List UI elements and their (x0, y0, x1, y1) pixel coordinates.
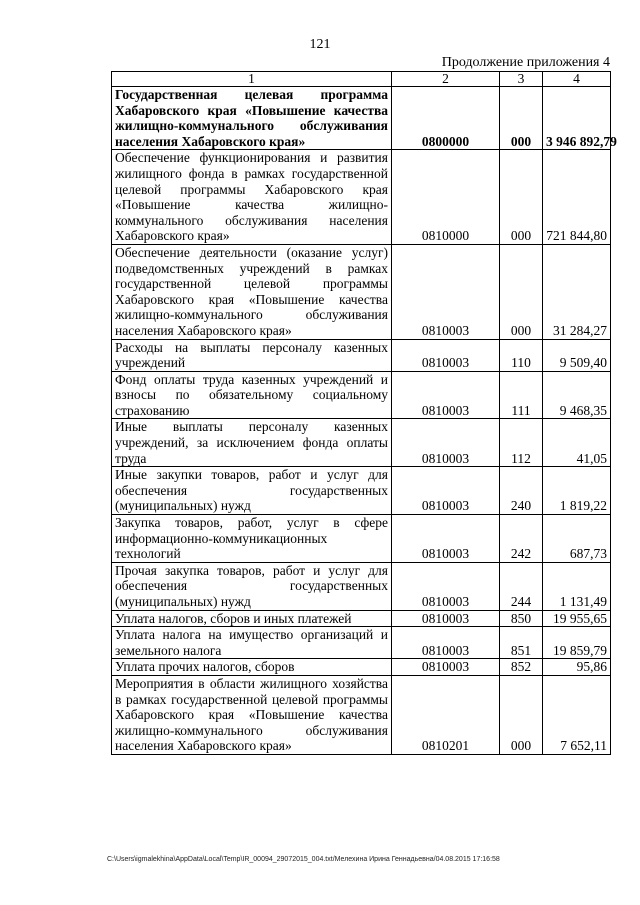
row-expense-type: 111 (500, 371, 543, 419)
row-description: Уплата налога на имущество организаций и земельного налога (112, 627, 392, 659)
table-row (112, 339, 611, 371)
row-description: Мероприятия в области жилищного хозяйства в рамках государственной целевой программы Хабаровского края «Повышение качества жилищно-коммунального обслуживания населения Хабаровского края» (112, 675, 392, 754)
row-expense-type: 851 (500, 627, 543, 659)
row-code: 0810003 (392, 244, 500, 339)
row-code: 0810003 (392, 371, 500, 419)
row-description: Расходы на выплаты персоналу казенных учреждений (112, 339, 392, 371)
table-row (112, 467, 611, 515)
table-row (112, 562, 611, 610)
row-code: 0810003 (392, 659, 500, 676)
column-header-description: 1 (112, 72, 392, 87)
row-code: 0810003 (392, 467, 500, 515)
row-expense-type: 240 (500, 467, 543, 515)
row-description: Фонд оплаты труда казенных учреждений и взносы по обязательному социальному страхованию (112, 371, 392, 419)
row-code: 0810003 (392, 610, 500, 627)
row-amount: 95,86 (543, 659, 611, 676)
row-description: Иные выплаты персоналу казенных учреждений, за исключением фонда оплаты труда (112, 419, 392, 467)
row-code: 0810003 (392, 515, 500, 563)
row-amount: 31 284,27 (543, 244, 611, 339)
row-expense-type: 000 (500, 244, 543, 339)
row-code: 0810003 (392, 419, 500, 467)
row-expense-type: 852 (500, 659, 543, 676)
column-header-amount: 4 (543, 72, 611, 87)
row-description: Иные закупки товаров, работ и услуг для обеспечения государственных (муниципальных) нужд (112, 467, 392, 515)
row-code: 0810000 (392, 150, 500, 245)
row-amount: 9 468,35 (543, 371, 611, 419)
row-description: Уплата прочих налогов, сборов (112, 659, 392, 676)
row-code: 0810201 (392, 675, 500, 754)
row-amount: 687,73 (543, 515, 611, 563)
table-row (112, 675, 611, 754)
row-expense-type: 000 (500, 87, 543, 150)
column-header-expense-type: 3 (500, 72, 543, 87)
table-row (112, 371, 611, 419)
row-expense-type: 242 (500, 515, 543, 563)
row-code: 0810003 (392, 339, 500, 371)
file-path-footer: C:\Users\igmalekhina\AppData\Local\Temp\IR_00094_29072015_004.txt/Мелехина Ирина Геннадьевна/04.08.2015 17:16:58 (107, 856, 500, 863)
row-description: Закупка товаров, работ, услуг в сфере информационно-коммуникационных технологий (112, 515, 392, 563)
row-expense-type: 112 (500, 419, 543, 467)
row-expense-type: 850 (500, 610, 543, 627)
row-code: 0810003 (392, 627, 500, 659)
row-description: Прочая закупка товаров, работ и услуг для обеспечения государственных (муниципальных) нужд (112, 562, 392, 610)
row-amount: 7 652,11 (543, 675, 611, 754)
row-description: Уплата налогов, сборов и иных платежей (112, 610, 392, 627)
table-row (112, 244, 611, 339)
table-row (112, 87, 611, 150)
row-amount: 1 819,22 (543, 467, 611, 515)
table-header-row (112, 72, 611, 87)
row-amount: 721 844,80 (543, 150, 611, 245)
row-description: Обеспечение деятельности (оказание услуг) подведомственных учреждений в рамках государственной целевой программы Хабаровского края «Повышение качества жилищно-коммунального обслуживания населения Хабаровского края» (112, 244, 392, 339)
row-code: 0810003 (392, 562, 500, 610)
budget-table (111, 71, 617, 755)
row-expense-type: 000 (500, 675, 543, 754)
row-code: 0800000 (392, 87, 500, 150)
continuation-label: Продолжение приложения 4 (441, 55, 610, 70)
table-row (112, 610, 611, 627)
table-row (112, 515, 611, 563)
table-row (112, 659, 611, 676)
row-description: Обеспечение функционирования и развития жилищного фонда в рамках государственной целевой программы Хабаровского края «Повышение качества жилищно-коммунального обслуживания населения Хабаровского края» (112, 150, 392, 245)
row-amount: 3 946 892,79 (543, 87, 611, 150)
row-amount: 19 955,65 (543, 610, 611, 627)
row-description: Государственная целевая программа Хабаровского края «Повышение качества жилищно-коммунального обслуживания населения Хабаровского края» (112, 87, 392, 150)
row-expense-type: 110 (500, 339, 543, 371)
row-amount: 1 131,49 (543, 562, 611, 610)
table-row (112, 150, 611, 245)
row-amount: 19 859,79 (543, 627, 611, 659)
row-amount: 41,05 (543, 419, 611, 467)
row-amount: 9 509,40 (543, 339, 611, 371)
table-row (112, 419, 611, 467)
column-header-code: 2 (392, 72, 500, 87)
row-expense-type: 000 (500, 150, 543, 245)
table-row (112, 627, 611, 659)
page-number: 121 (309, 37, 331, 52)
row-expense-type: 244 (500, 562, 543, 610)
